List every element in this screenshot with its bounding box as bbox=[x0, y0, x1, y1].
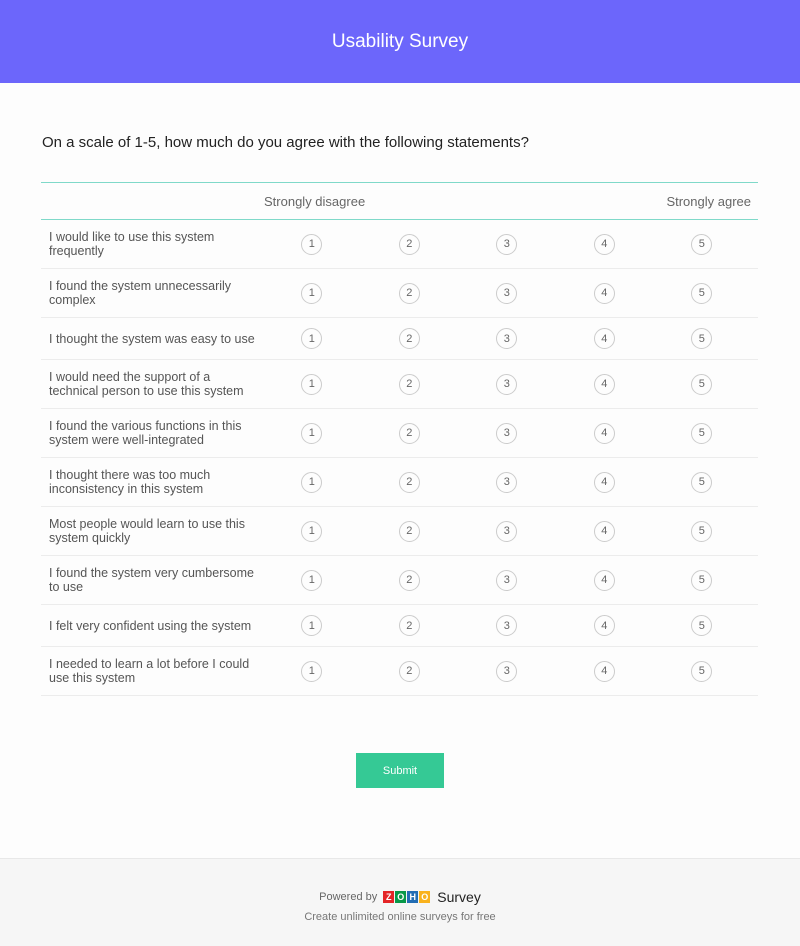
rating-radio-4[interactable]: 4 bbox=[594, 570, 615, 591]
rating-radio-4[interactable]: 4 bbox=[594, 661, 615, 682]
rating-radio-4[interactable]: 4 bbox=[594, 472, 615, 493]
rating-radio-1[interactable]: 1 bbox=[301, 472, 322, 493]
option-cell bbox=[653, 283, 751, 304]
footer bbox=[0, 858, 800, 946]
statement-row bbox=[41, 458, 758, 507]
rating-radio-1[interactable]: 1 bbox=[301, 283, 322, 304]
rating-radio-1[interactable]: 1 bbox=[301, 374, 322, 395]
option-cell bbox=[361, 423, 459, 444]
statement-label: I would need the support of a technical person to use this system bbox=[49, 370, 244, 398]
rating-radio-4[interactable]: 4 bbox=[594, 423, 615, 444]
rating-radio-4[interactable]: 4 bbox=[594, 283, 615, 304]
option-cell bbox=[361, 472, 459, 493]
statement-label: I felt very confident using the system bbox=[49, 618, 252, 633]
option-cell bbox=[458, 615, 556, 636]
rating-radio-2[interactable]: 2 bbox=[399, 374, 420, 395]
option-cell bbox=[263, 423, 361, 444]
rating-radio-2[interactable]: 2 bbox=[399, 234, 420, 255]
option-cell bbox=[556, 328, 654, 349]
rating-radio-5[interactable]: 5 bbox=[691, 472, 712, 493]
rating-radio-5[interactable]: 5 bbox=[691, 615, 712, 636]
statement-row bbox=[41, 318, 758, 360]
survey-title: Usability Survey bbox=[331, 30, 469, 52]
rating-radio-3[interactable]: 3 bbox=[496, 374, 517, 395]
rating-radio-4[interactable]: 4 bbox=[594, 234, 615, 255]
statement-label: I found the system very cumbersome to use bbox=[49, 566, 254, 594]
statement-label: I would like to use this system frequently bbox=[49, 230, 215, 258]
option-cell bbox=[263, 283, 361, 304]
statement-row bbox=[41, 605, 758, 647]
rating-radio-5[interactable]: 5 bbox=[691, 423, 712, 444]
option-cell bbox=[263, 472, 361, 493]
option-cell bbox=[653, 615, 751, 636]
statement-row bbox=[41, 269, 758, 318]
rating-radio-1[interactable]: 1 bbox=[301, 328, 322, 349]
option-cell bbox=[263, 234, 361, 255]
option-cell bbox=[361, 234, 459, 255]
option-cell bbox=[458, 570, 556, 591]
rating-radio-2[interactable]: 2 bbox=[399, 283, 420, 304]
option-cell bbox=[556, 570, 654, 591]
rating-radio-1[interactable]: 1 bbox=[301, 661, 322, 682]
question-text: On a scale of 1-5, how much do you agree with the following statements? bbox=[42, 134, 529, 151]
statement-row bbox=[41, 507, 758, 556]
scale-header bbox=[41, 182, 758, 220]
option-cell bbox=[458, 234, 556, 255]
option-cell bbox=[361, 328, 459, 349]
option-cell bbox=[556, 423, 654, 444]
rating-radio-3[interactable]: 3 bbox=[496, 615, 517, 636]
rating-radio-3[interactable]: 3 bbox=[496, 472, 517, 493]
option-cell bbox=[263, 570, 361, 591]
rating-radio-3[interactable]: 3 bbox=[496, 521, 517, 542]
zoho-logo[interactable]: Z O H O bbox=[383, 891, 430, 903]
rating-radio-1[interactable]: 1 bbox=[301, 521, 322, 542]
option-cell bbox=[361, 615, 459, 636]
option-cell bbox=[263, 374, 361, 395]
likert-matrix bbox=[41, 182, 758, 696]
statement-label: I found the system unnecessarily complex bbox=[49, 279, 232, 307]
option-cell bbox=[361, 570, 459, 591]
rating-radio-2[interactable]: 2 bbox=[399, 328, 420, 349]
rating-radio-3[interactable]: 3 bbox=[496, 234, 517, 255]
rating-radio-5[interactable]: 5 bbox=[691, 374, 712, 395]
option-cell bbox=[458, 374, 556, 395]
rating-radio-4[interactable]: 4 bbox=[594, 374, 615, 395]
option-cell bbox=[653, 570, 751, 591]
option-cell bbox=[653, 521, 751, 542]
option-cell bbox=[263, 615, 361, 636]
option-cell bbox=[653, 234, 751, 255]
option-cell bbox=[653, 328, 751, 349]
statement-label: I thought there was too much inconsistency in this system bbox=[49, 468, 211, 496]
rating-radio-1[interactable]: 1 bbox=[301, 423, 322, 444]
rating-radio-2[interactable]: 2 bbox=[399, 570, 420, 591]
statement-row bbox=[41, 220, 758, 269]
option-cell bbox=[458, 521, 556, 542]
rating-radio-5[interactable]: 5 bbox=[691, 328, 712, 349]
option-cell bbox=[263, 328, 361, 349]
rating-radio-3[interactable]: 3 bbox=[496, 423, 517, 444]
option-cell bbox=[556, 234, 654, 255]
option-cell bbox=[361, 661, 459, 682]
statement-row bbox=[41, 647, 758, 696]
rating-radio-3[interactable]: 3 bbox=[496, 570, 517, 591]
option-cell bbox=[556, 283, 654, 304]
option-cell bbox=[458, 472, 556, 493]
option-cell bbox=[458, 423, 556, 444]
option-cell bbox=[458, 661, 556, 682]
option-cell bbox=[458, 283, 556, 304]
rating-radio-2[interactable]: 2 bbox=[399, 423, 420, 444]
option-cell bbox=[263, 521, 361, 542]
option-cell bbox=[653, 661, 751, 682]
rating-radio-5[interactable]: 5 bbox=[691, 570, 712, 591]
footer-tagline: Create unlimited online surveys for free bbox=[304, 911, 496, 923]
option-cell bbox=[556, 521, 654, 542]
rating-radio-5[interactable]: 5 bbox=[691, 521, 712, 542]
rating-radio-2[interactable]: 2 bbox=[399, 615, 420, 636]
low-label: Strongly disagree bbox=[264, 194, 366, 209]
option-cell bbox=[361, 374, 459, 395]
powered-by-text: Powered by bbox=[319, 891, 378, 903]
survey-product-name: Survey bbox=[437, 889, 481, 905]
option-cell bbox=[556, 472, 654, 493]
rating-radio-4[interactable]: 4 bbox=[594, 521, 615, 542]
rating-radio-4[interactable]: 4 bbox=[594, 615, 615, 636]
option-cell bbox=[556, 374, 654, 395]
option-cell bbox=[653, 374, 751, 395]
rating-radio-3[interactable]: 3 bbox=[496, 283, 517, 304]
statement-label: Most people would learn to use this system quickly bbox=[49, 517, 245, 545]
rating-radio-2[interactable]: 2 bbox=[399, 661, 420, 682]
option-cell bbox=[653, 423, 751, 444]
option-cell bbox=[263, 661, 361, 682]
option-cell bbox=[556, 661, 654, 682]
option-cell bbox=[458, 328, 556, 349]
statement-label: I thought the system was easy to use bbox=[49, 331, 255, 346]
rating-radio-3[interactable]: 3 bbox=[496, 328, 517, 349]
rating-radio-1[interactable]: 1 bbox=[301, 234, 322, 255]
statement-label: I needed to learn a lot before I could use this system bbox=[49, 657, 250, 685]
rating-radio-5[interactable]: 5 bbox=[691, 661, 712, 682]
survey-header bbox=[0, 0, 800, 83]
statement-row bbox=[41, 409, 758, 458]
option-cell bbox=[653, 472, 751, 493]
option-cell bbox=[556, 615, 654, 636]
rating-radio-4[interactable]: 4 bbox=[594, 328, 615, 349]
rating-radio-2[interactable]: 2 bbox=[399, 521, 420, 542]
rating-radio-3[interactable]: 3 bbox=[496, 661, 517, 682]
statement-label: I found the various functions in this system were well-integrated bbox=[49, 419, 242, 447]
rating-radio-1[interactable]: 1 bbox=[301, 570, 322, 591]
rating-radio-1[interactable]: 1 bbox=[301, 615, 322, 636]
option-cell bbox=[361, 283, 459, 304]
rating-radio-5[interactable]: 5 bbox=[691, 234, 712, 255]
submit-button[interactable]: Submit bbox=[356, 753, 444, 788]
rating-radio-5[interactable]: 5 bbox=[691, 283, 712, 304]
high-label: Strongly agree bbox=[666, 194, 751, 209]
option-cell bbox=[361, 521, 459, 542]
rating-radio-2[interactable]: 2 bbox=[399, 472, 420, 493]
statement-row bbox=[41, 556, 758, 605]
statement-row bbox=[41, 360, 758, 409]
